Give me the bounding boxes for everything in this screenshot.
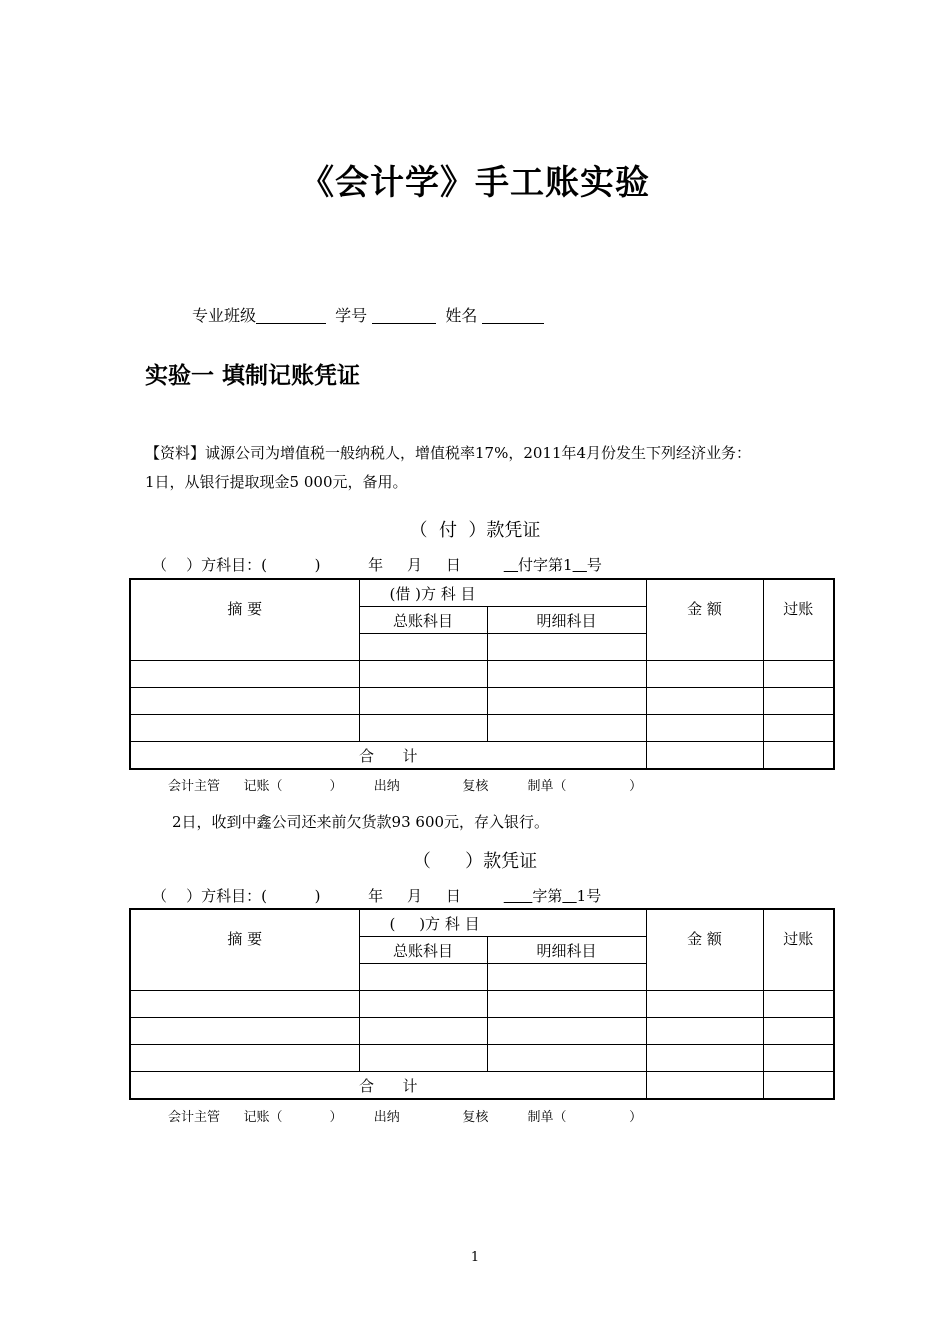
voucher2-account-line (152, 885, 601, 906)
voucher1-table (129, 578, 835, 770)
voucher2-cell[interactable] (763, 1018, 834, 1045)
voucher1-cell[interactable] (487, 661, 646, 688)
voucher1-summary-header: 摘 要 (130, 579, 359, 661)
voucher2-detail-header: 明细科目 (487, 937, 646, 964)
voucher1-cell[interactable] (646, 715, 763, 742)
voucher1-total-posted[interactable] (763, 742, 834, 770)
voucher1-number-blank (504, 556, 518, 574)
voucher2-cell[interactable] (763, 1045, 834, 1072)
table-row (130, 715, 834, 742)
voucher1-total-amount[interactable] (646, 742, 763, 770)
voucher1-cell[interactable] (487, 688, 646, 715)
table-row (130, 688, 834, 715)
voucher2-total-amount[interactable] (646, 1072, 763, 1100)
name-blank (482, 307, 544, 324)
voucher2-cell[interactable] (130, 1045, 359, 1072)
page-number: 1 (470, 1250, 480, 1265)
voucher2-cell[interactable] (487, 1045, 646, 1072)
voucher1-cell[interactable] (359, 634, 487, 661)
voucher2-general-header: 总账科目 (359, 937, 487, 964)
voucher1-account-header: (借 )方 科 目 (359, 579, 646, 607)
voucher1-posted-header: 过账 (763, 579, 834, 661)
voucher2-cell[interactable] (763, 991, 834, 1018)
class-label: 专业班级 (192, 306, 257, 325)
class-blank (256, 307, 326, 324)
voucher2-table (129, 908, 835, 1100)
voucher1-cell[interactable] (130, 661, 359, 688)
voucher1-account-text: （ ）方科目：( ) 年 月 日 (152, 556, 504, 574)
voucher2-account-text: （ ）方科目：( ) 年 月 日 (152, 887, 504, 905)
table-row (130, 1072, 834, 1100)
voucher1-total-label: 合 计 (130, 742, 646, 770)
voucher1-cell[interactable] (763, 661, 834, 688)
voucher1-cell[interactable] (763, 715, 834, 742)
voucher1-cell[interactable] (646, 688, 763, 715)
voucher2-total-posted[interactable] (763, 1072, 834, 1100)
voucher2-title: （ ）款凭证 (412, 851, 538, 872)
voucher1-cell[interactable] (130, 688, 359, 715)
voucher2-cell[interactable] (359, 1018, 487, 1045)
voucher1-title: （ 付 ）款凭证 (409, 520, 541, 541)
transaction-1: 1日，从银行提取现金5 000元，备用。 (145, 473, 408, 491)
student-id-blank (372, 307, 436, 324)
voucher2-cell[interactable] (359, 991, 487, 1018)
voucher2-cell[interactable] (487, 991, 646, 1018)
voucher2-cell[interactable] (487, 1018, 646, 1045)
voucher1-number-text: 付字第1 (518, 556, 573, 574)
voucher1-cell[interactable] (359, 688, 487, 715)
voucher1-cell[interactable] (763, 688, 834, 715)
voucher2-number-text: 字第 (532, 887, 563, 905)
voucher2-cell[interactable] (130, 991, 359, 1018)
student-id-label: 学号 (335, 306, 368, 325)
material-paragraph: 【资料】诚源公司为增值税一般纳税人，增值税率17%，2011年4月份发生下列经济业务： (145, 444, 752, 462)
voucher2-summary-header: 摘 要 (130, 909, 359, 991)
voucher2-cell[interactable] (359, 1045, 487, 1072)
voucher2-cell[interactable] (130, 1018, 359, 1045)
voucher1-number-suffix: 号 (586, 556, 602, 574)
voucher1-cell[interactable] (359, 661, 487, 688)
voucher1-number-blank2 (573, 556, 587, 574)
voucher1-cell[interactable] (646, 661, 763, 688)
voucher2-number-blank (504, 887, 533, 905)
voucher1-signatures: 会计主管 记账（ ） 出纳 复核 制单（ ） (168, 779, 643, 794)
voucher2-signatures: 会计主管 记账（ ） 出纳 复核 制单（ ） (168, 1110, 643, 1125)
voucher2-number-suffix: 1号 (576, 887, 602, 905)
voucher1-cell[interactable] (487, 715, 646, 742)
voucher2-amount-header: 金 额 (646, 909, 763, 991)
voucher2-posted-header: 过账 (763, 909, 834, 991)
document-title: 《会计学》手工账实验 (300, 163, 650, 203)
voucher2-cell[interactable] (359, 964, 487, 991)
voucher2-cell[interactable] (646, 991, 763, 1018)
transaction-2: 2日，收到中鑫公司还来前欠货款93 600元，存入银行。 (172, 813, 550, 831)
voucher2-cell[interactable] (487, 964, 646, 991)
voucher2-number-blank2 (562, 887, 576, 905)
voucher2-cell[interactable] (646, 1018, 763, 1045)
student-info-line (192, 303, 548, 326)
table-row (130, 991, 834, 1018)
table-row (130, 742, 834, 770)
voucher1-cell[interactable] (130, 715, 359, 742)
voucher2-cell[interactable] (646, 1045, 763, 1072)
table-row (130, 661, 834, 688)
voucher1-amount-header: 金 额 (646, 579, 763, 661)
voucher2-account-header: ( )方 科 目 (359, 909, 646, 937)
table-row (130, 1045, 834, 1072)
voucher1-account-line (152, 554, 602, 575)
voucher1-cell[interactable] (487, 634, 646, 661)
table-row (130, 1018, 834, 1045)
name-label: 姓名 (445, 306, 478, 325)
voucher1-cell[interactable] (359, 715, 487, 742)
voucher1-detail-header: 明细科目 (487, 607, 646, 634)
voucher1-general-header: 总账科目 (359, 607, 487, 634)
voucher2-total-label: 合 计 (130, 1072, 646, 1100)
section-title: 实验一 填制记账凭证 (145, 363, 361, 389)
